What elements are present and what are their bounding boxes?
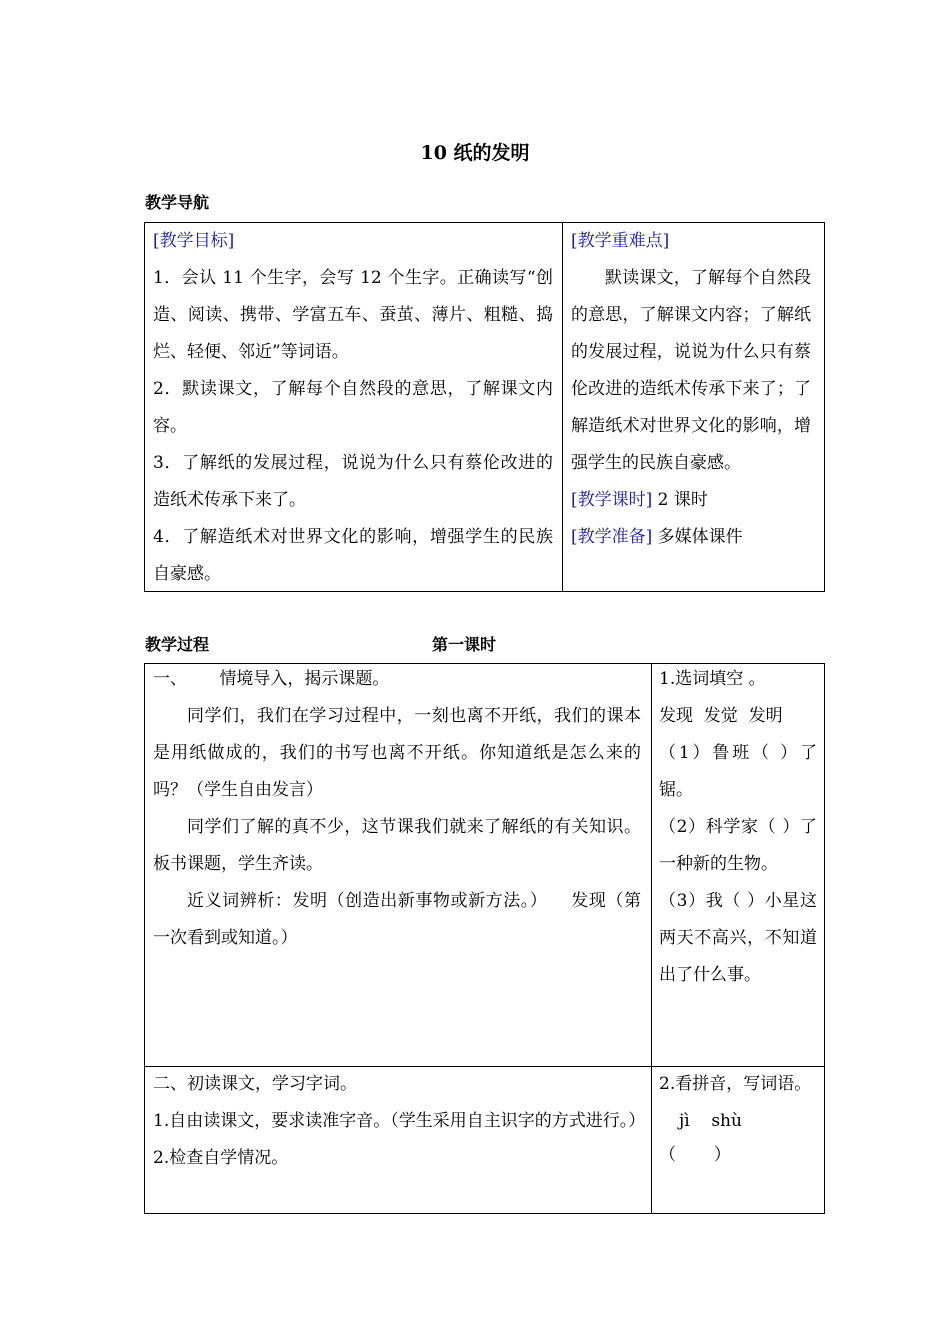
row1-paragraph: 同学们，我们在学习过程中，一刻也离不开纸，我们的课本是用纸做成的，我们的书写也离不开纸。你知道纸是怎么来的吗？（学生自由发言） xyxy=(153,706,641,800)
hours-value: 2 课时 xyxy=(652,490,708,510)
process-table xyxy=(144,663,825,1214)
goal-item: 3．了解纸的发展过程，说说为什么只有蔡伦改进的造纸术传承下来了。 xyxy=(153,453,553,510)
row1-content xyxy=(153,661,641,957)
row2-content xyxy=(153,1066,646,1177)
hours-label: [教学课时] xyxy=(571,490,653,510)
process-section-heading: 教学过程 xyxy=(145,635,210,654)
prep-value: 多媒体课件 xyxy=(652,527,743,547)
row1-heading: 一、 情境导入，揭示课题。 xyxy=(153,669,390,689)
exercise2-pinyin: jì shù xyxy=(679,1111,742,1131)
goal-item: 2．默读课文，了解每个自然段的意思，了解课文内容。 xyxy=(153,379,553,436)
exercise1-item: （1）鲁班（ ）了锯。 xyxy=(659,743,817,800)
exercise1-item: （3）我（ ）小星这两天不高兴，不知道出了什么事。 xyxy=(659,891,817,985)
exercise1-words: 发现 发觉 发明 xyxy=(659,706,783,726)
goal-item: 1．会认 11 个生字，会写 12 个生字。正确读写“创造、阅读、携带、学富五车、蚕茧、薄片、粗糙、捣烂、轻便、邻近”等词语。 xyxy=(153,268,553,362)
goals-cell xyxy=(153,223,553,593)
page-title: 10 纸的发明 xyxy=(420,142,530,164)
row2-heading: 二、初读课文，学习字词。 xyxy=(153,1074,357,1094)
exercise2-blank: （ ） xyxy=(659,1145,731,1165)
goals-label: [教学目标] xyxy=(153,231,235,251)
exercise1-item: （2）科学家（ ）了一种新的生物。 xyxy=(659,817,817,874)
key-points-text: 默读课文，了解每个自然段的意思，了解课文内容；了解纸的发展过程，说说为什么只有蔡伦改进的造纸术传承下来了；了解造纸术对世界文化的影响，增强学生的民族自豪感。 xyxy=(571,268,811,473)
nav-table xyxy=(144,222,825,592)
goal-item: 4．了解造纸术对世界文化的影响，增强学生的民族自豪感。 xyxy=(153,527,553,584)
prep-line xyxy=(571,519,811,556)
exercise2-title: 2.看拼音，写词语。 xyxy=(659,1074,812,1094)
row2-paragraph: 2.检查自学情况。 xyxy=(153,1148,289,1168)
key-points-cell xyxy=(571,223,811,556)
row2-exercise xyxy=(659,1066,817,1170)
key-points-label: [教学重难点] xyxy=(571,231,670,251)
row1-paragraph: 近义词辨析：发明（创造出新事物或新方法。） 发现（第一次看到或知道。） xyxy=(153,891,641,948)
hours-line xyxy=(571,482,811,519)
prep-label: [教学准备] xyxy=(571,527,653,547)
row2-paragraph: 1.自由读课文，要求读准字音。（学生采用自主识字的方式进行。） xyxy=(153,1111,646,1131)
row1-exercise xyxy=(659,661,817,994)
exercise1-title: 1.选词填空 。 xyxy=(659,669,766,689)
row1-paragraph: 同学们了解的真不少，这节课我们就来了解纸的有关知识。板书课题，学生齐读。 xyxy=(153,817,641,874)
lesson-label: 第一课时 xyxy=(432,635,497,654)
nav-section-heading: 教学导航 xyxy=(145,193,210,212)
